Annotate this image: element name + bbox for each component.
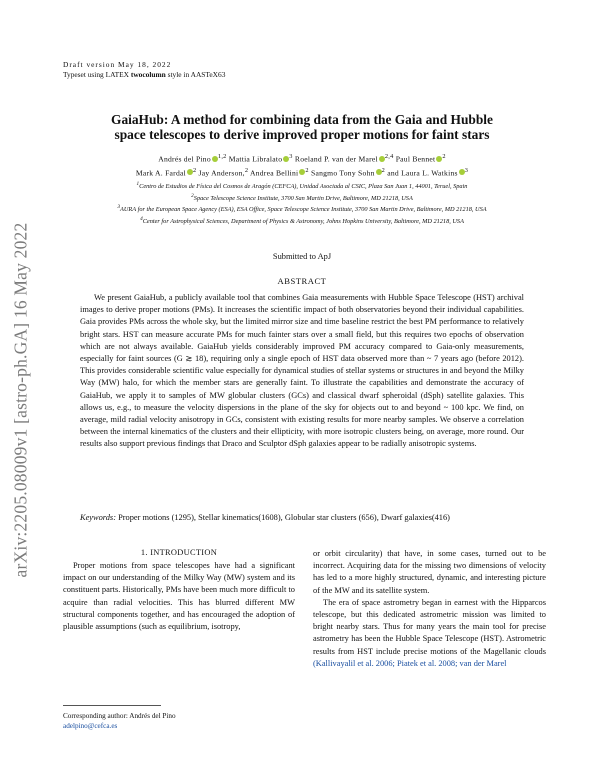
affiliation-number: 4 — [140, 215, 143, 222]
email-link[interactable]: adelpino@cefca.es — [63, 722, 118, 730]
author-affil: 2,4 — [384, 153, 394, 160]
author-list — [63, 151, 541, 178]
typeset-style: twocolumn — [130, 70, 166, 79]
footnote-divider — [63, 705, 161, 706]
author-name: Jay Anderson, — [198, 168, 245, 178]
affiliation-text: Space Telescope Science Institute, 3700 San Martin Drive, Baltimore, MD 21218, USA — [193, 194, 413, 202]
author-name: and Laura L. Watkins — [387, 168, 458, 178]
title-line-2: space telescopes to derive improved proper motions for faint stars — [114, 127, 490, 142]
typeset-post: style in AASTeX63 — [167, 70, 226, 79]
intro-text: The era of space astrometry began in earnest with the Hipparcos telescope, but this dedicated astrometric mission was limited to bright nearby stars. Thus for many years the main tool for precise astrometry has been the Hubble Space Telescope (HST). Astrometric results from HST include precise motions of the Magellanic clouds — [313, 597, 546, 656]
author-name: Mark A. Fardal — [135, 168, 186, 178]
author-line-2 — [63, 165, 541, 179]
intro-paragraph — [313, 597, 546, 670]
submitted-note: Submitted to ApJ — [272, 252, 332, 261]
author-affil: 3 — [289, 153, 293, 160]
affiliation-list — [63, 180, 541, 226]
author-affil: 3 — [464, 166, 469, 174]
author-affil: 2 — [192, 166, 197, 174]
affiliation-text: Center for Astrophysical Sciences, Department of Physics & Astronomy, Johns Hopkins University, Baltimore, MD 21218, USA — [142, 217, 464, 225]
citation-links[interactable]: (Kallivayalil et al. 2006; Piatek et al. 2008; van der Marel — [313, 658, 507, 668]
affiliation-item — [63, 215, 541, 227]
abstract-heading: ABSTRACT — [277, 276, 327, 286]
author-name: Andrés del Pino — [158, 154, 211, 164]
corresponding-author — [63, 711, 176, 731]
keywords-text: Proper motions (1295), Stellar kinematics(1608), Globular star clusters (656), Dwarf galaxies(416) — [118, 513, 450, 522]
author-name: Andrea Bellini — [249, 168, 299, 178]
author-affil: 2 — [442, 153, 446, 160]
abstract-text: We present GaiaHub, a publicly available tool that combines Gaia measurements with Hubble Space Telescope (HST) archival images to derive proper motions (PMs). It increases the scientific impact of both observatories beyond their individual capabilities. Gaia provides PMs across the whole sky, but the limited mirror size and time baseline restrict the best PM performance to relatively bright stars. HST can measure accurate PMs for much fainter stars over a small field, but this requires two epochs of observation which are not always available. GaiaHub yields considerably improved PM accuracy compared to Gaia-only measurements, especially for faint sources (G ≳ 18), requiring only a single epoch of HST data observed more than ~ 7 years ago (before 2012). This provides considerable scientific value especially for dynamical studies of stellar systems or structures in and beyond the Milky Way (MW) halo, for which the member stars are generally faint. To illustrate the capabilities and demonstrate the accuracy of GaiaHub, we apply it to samples of MW globular clusters (GCs) and classical dwarf spheroidal (dSph) satellite galaxies. This allows us, e.g., to measure the velocity dispersions in the plane of the sky for objects out to and beyond ~ 100 kpc. We find, on average, mild radial velocity anisotropy in GCs, consistent with existing results for more nearby samples. We observe a correlation between the internal kinematics of the clusters and their ellipticity, with more isotropic clusters being, on average, more round. Our results also support previous findings that Draco and Sculptor dSph galaxies appear to be radially anisotropic systems. — [80, 293, 524, 449]
author-name: Paul Bennet — [395, 154, 436, 164]
affiliation-number: 3 — [117, 204, 121, 211]
keywords-label: Keywords: — [80, 513, 116, 522]
latex-logo: ATEX — [110, 70, 129, 79]
intro-right-column — [313, 548, 546, 670]
affiliation-text: AURA for the European Space Agency (ESA), ESA Office, Space Telescope Science Institute, 3700 San Martin Drive, Baltimore, MD 21218, USA — [120, 206, 487, 214]
intro-left-column: Proper motions from space telescopes have had a significant impact on our understanding of the Milky Way (MW) system and its constituent parts. Historically, PMs have been much more difficult to acquire than radial velocities. This has blurred different MW structural components together, and has encouraged the adoption of plausible assumptions (such as equilibrium, isotropy, — [63, 561, 295, 632]
author-affil: 2 — [381, 166, 386, 174]
intro-paragraph: or orbit circularity) that have, in some cases, turned out to be incorrect. Acquiring data for the missing two dimensions of velocity has led to a more highly structured, dynamic, and interesting picture of the MW and its satellite system. — [313, 549, 546, 595]
affiliation-item — [63, 203, 541, 215]
author-affil: 2 — [244, 166, 249, 174]
affiliation-number: 1 — [136, 181, 140, 187]
affiliation-number: 2 — [191, 192, 194, 199]
keywords — [80, 512, 524, 524]
section-heading: 1. INTRODUCTION — [140, 548, 218, 557]
affiliation-text: Centro de Estudios de Física del Cosmos de Aragón (CEFCA), Unidad Asociada al CSIC, Plaza San Juan 1, 44001, Teruel, Spain — [139, 183, 468, 191]
typeset-pre: Typeset using L — [63, 70, 111, 79]
typeset-line — [63, 70, 225, 79]
author-name: Roeland P. van der Marel — [294, 154, 378, 164]
affiliation-item — [63, 192, 541, 204]
arxiv-identifier-stamp — [6, 160, 36, 640]
affiliation-item — [63, 180, 541, 192]
paper-title — [63, 112, 541, 142]
author-affil: 2 — [305, 166, 309, 174]
author-name: Mattia Libralato — [228, 154, 283, 164]
draft-version: Draft version May 18, 2022 — [63, 60, 172, 69]
arxiv-id-text: arXiv:2205.08009v1 [astro-ph.GA] 16 May 2022 — [10, 222, 31, 578]
title-line-1: GaiaHub: A method for combining data from the Gaia and Hubble — [111, 112, 493, 127]
corresponding-author-text: Corresponding author: Andrés del Pino — [63, 712, 176, 720]
author-line-1 — [63, 151, 541, 165]
author-name: Sangmo Tony Sohn — [310, 168, 375, 178]
author-affil: 1,2 — [217, 153, 227, 160]
